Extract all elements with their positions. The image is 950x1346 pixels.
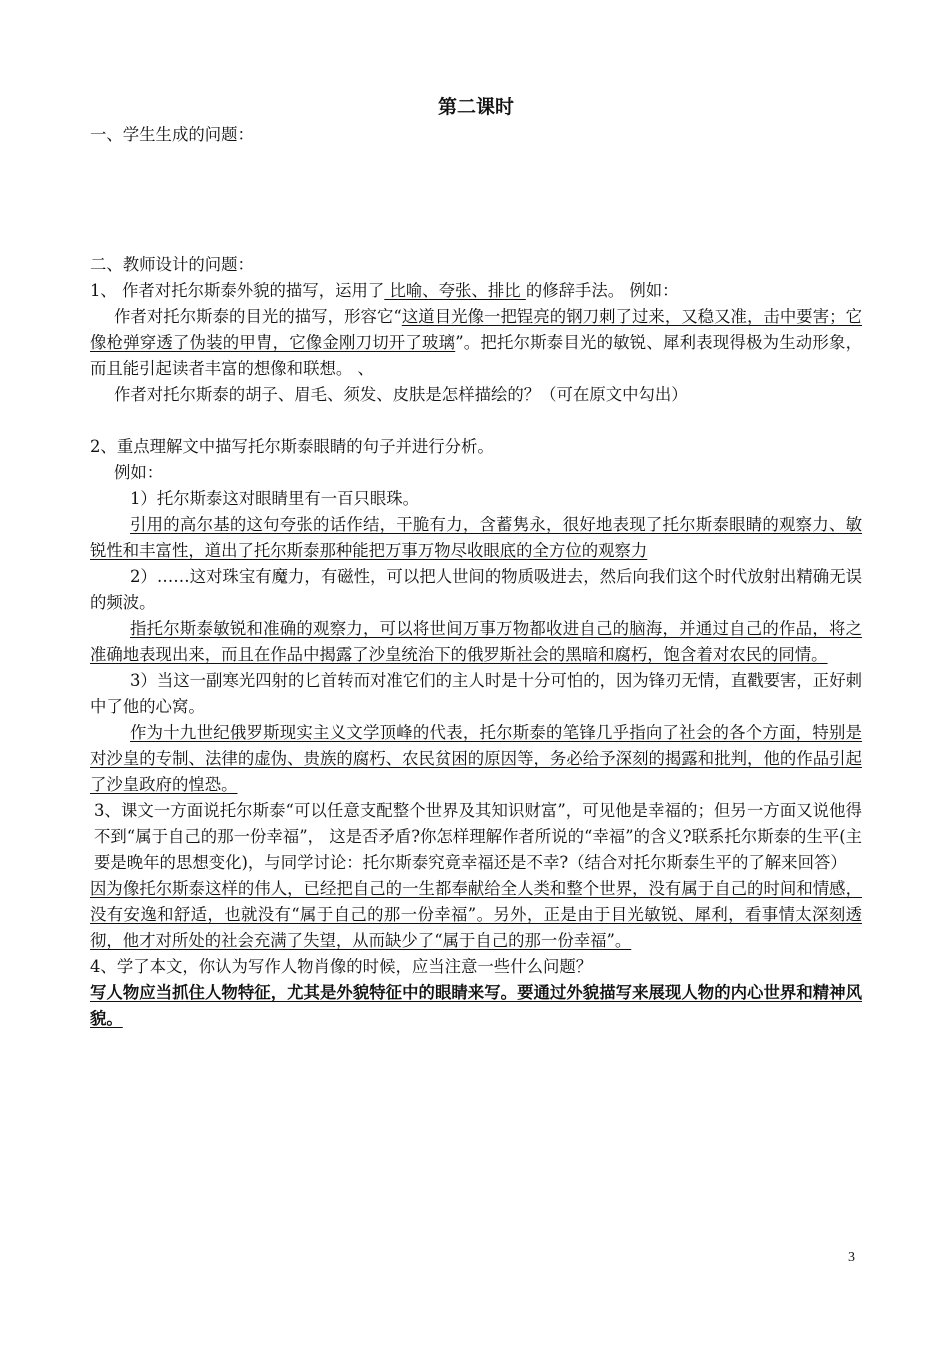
analysis-2: 指托尔斯泰敏锐和准确的观察力，可以将世间万事万物都收进自己的脑海，并通过自己的作品，将之准确地表现出来，而且在作品中揭露了沙皇统治下的俄罗斯社会的黑暗和腐朽，饱含着对农民的同情。 bbox=[90, 619, 862, 664]
paragraph-text: ”。把托尔斯泰目光的敏锐、犀利表现得极为生动形象，而且能引起读者丰富的想像和联想。 、 bbox=[90, 333, 862, 378]
sentence-2: 2）……这对珠宝有魔力，有磁性，可以把人世间的物质吸进去，然后向我们这个时代放射出精确无误的频波。 bbox=[90, 567, 862, 612]
page-title: 第二课时 bbox=[437, 96, 514, 118]
paragraph-text: 作者对托尔斯泰的目光的描写，形容它“ bbox=[114, 307, 402, 326]
question-2: 2、重点理解文中描写托尔斯泰眼睛的句子并进行分析。 bbox=[90, 437, 494, 456]
question-4-answer: 写人物应当抓住人物特征，尤其是外貌特征中的眼睛来写。要通过外貌描写来展现人物的内心世界和精神风貌。 bbox=[90, 983, 862, 1028]
blank-space bbox=[90, 148, 862, 226]
question-4: 4、学了本文，你认为写作人物肖像的时候，应当注意一些什么问题？ bbox=[90, 957, 593, 976]
question-1-paragraph-1 bbox=[90, 304, 862, 382]
question-1 bbox=[90, 278, 862, 304]
question-3-answer: 因为像托尔斯泰这样的伟人，已经把自己的一生都奉献给全人类和整个世界，没有属于自己的时间和情感，没有安逸和舒适，也就没有“属于自己的那一份幸福”。另外，正是由于目光敏锐、犀利，看事情太深刻透彻，他才对所处的社会充满了失望，从而缺少了“属于自己的那一份幸福”。 bbox=[90, 879, 862, 950]
page-number: 3 bbox=[848, 1250, 855, 1265]
question-1-suffix: 的修辞手法。 例如： bbox=[525, 281, 679, 300]
sentence-1: 1）托尔斯泰这对眼睛里有一百只眼珠。 bbox=[130, 489, 420, 508]
section-student-questions: 一、学生生成的问题： bbox=[90, 125, 254, 144]
underlined-quote: 这道目光像一把锃亮的钢刀刺了过来，又稳又准，击中要害；它像枪弹穿透了伪装的甲胄，它像金刚刀切开了玻璃 bbox=[90, 307, 862, 352]
blank-space bbox=[90, 408, 862, 434]
analysis-1: 引用的高尔基的这句夸张的话作结，干脆有力，含蓄隽永，很好地表现了托尔斯泰眼睛的观察力、敏锐性和丰富性，道出了托尔斯泰那种能把万事万物尽收眼底的全方位的观察力 bbox=[90, 515, 862, 560]
blank-space bbox=[90, 226, 862, 252]
example-label: 例如： bbox=[114, 463, 164, 482]
analysis-3: 作为十九世纪俄罗斯现实主义文学顶峰的代表，托尔斯泰的笔锋几乎指向了社会的各个方面，特别是对沙皇的专制、法律的虚伪、贵族的腐朽、农民贫困的原因等，务必给予深刻的揭露和批判，他的作品引起了沙皇政府的惶恐。 bbox=[90, 723, 862, 794]
question-1-answer: 比喻、夸张、排比 bbox=[384, 281, 526, 300]
sentence-3: 3）当这一副寒光四射的匕首转而对准它们的主人时是十分可怕的，因为锋刃无情，直戳要害，正好刺中了他的心窝。 bbox=[90, 671, 862, 716]
question-1-paragraph-2: 作者对托尔斯泰的胡子、眉毛、须发、皮肤是怎样描绘的？（可在原文中勾出） bbox=[114, 385, 688, 404]
question-3: 3、课文一方面说托尔斯泰“可以任意支配整个世界及其知识财富”，可见他是幸福的；但另一方面又说他得不到“属于自己的那一份幸福”， 这是否矛盾?你怎样理解作者所说的“幸福”的含义?联系托尔斯泰的生平(主要是晚年的思想变化)，与同学讨论：托尔斯泰究竟幸福还是不幸?（结合对托尔斯泰生平的了解来回答） bbox=[94, 801, 862, 872]
question-1-prefix: 1、 作者对托尔斯泰外貌的描写，运用了 bbox=[90, 281, 385, 300]
section-teacher-questions: 二、教师设计的问题： bbox=[90, 255, 254, 274]
document-page bbox=[90, 92, 862, 1032]
